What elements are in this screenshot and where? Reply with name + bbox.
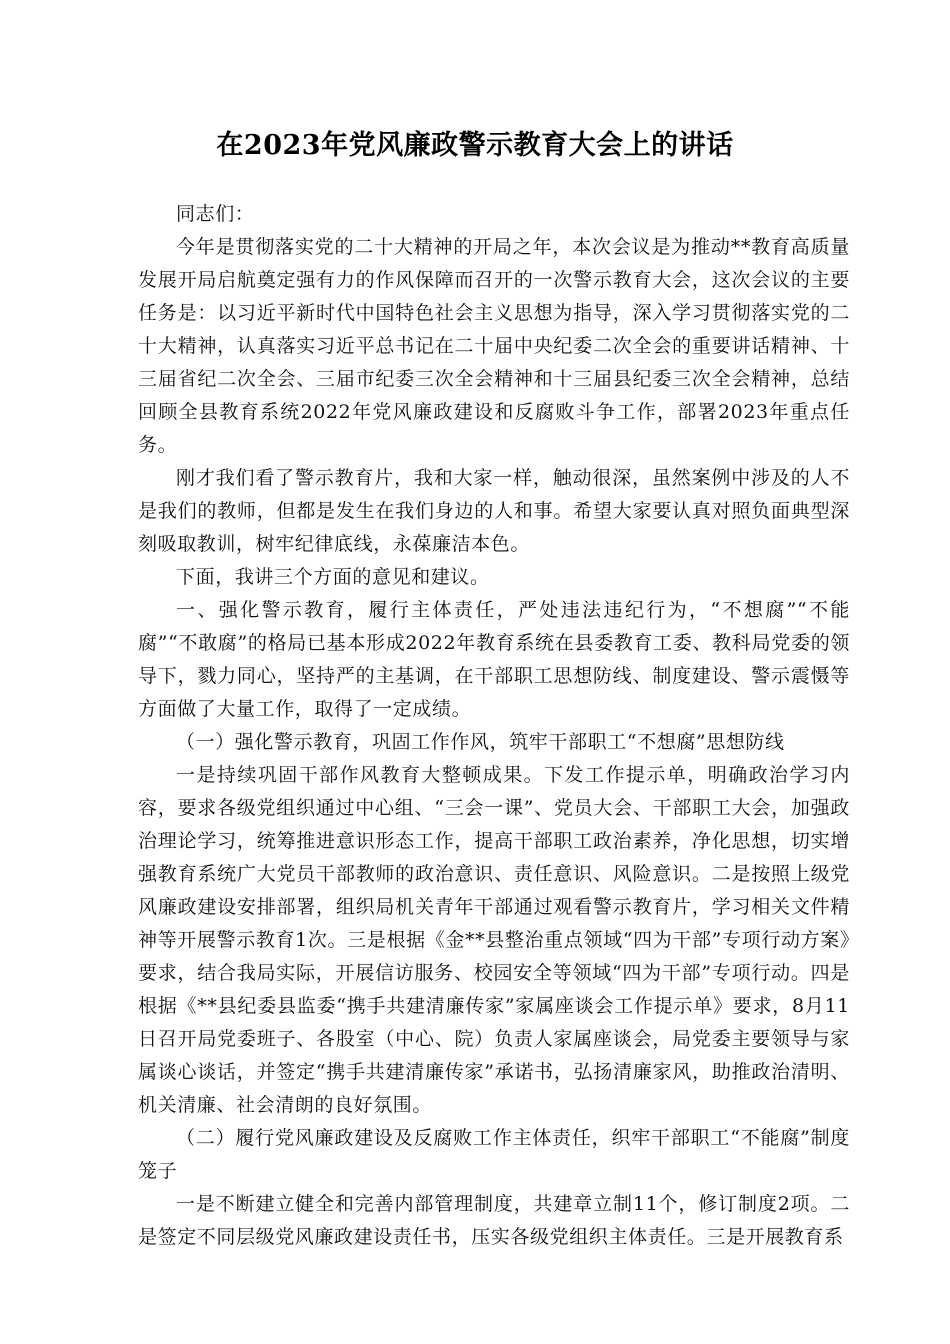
subsection-heading: （二）履行党风廉政建设及反腐败工作主体责任，织牢干部职工“不能腐”制度笼子 (138, 1127, 850, 1182)
subsection-heading: （一）强化警示教育，巩固工作作风，筑牢干部职工“不想腐”思想防线 (176, 731, 785, 753)
body-paragraph: 一是不断建立健全和完善内部管理制度，共建章立制11个，修订制度2项。二是签定不同层级党风廉政建设责任书，压实各级党组织主体责任。三是开展教育系 (138, 1193, 850, 1248)
salutation-paragraph: 同志们： (176, 203, 255, 225)
body-paragraph: 一是持续巩固干部作风教育大整顿成果。下发工作提示单，明确政治学习内容，要求各级党组织通过中心组、“三会一课”、党员大会、干部职工大会，加强政治理论学习，统筹推进意识形态工作，提高干部职工政治素养，净化思想，切实增强教育系统广大党员干部教师的政治意识、责任意识、风险意识。二是按照上级党风廉政建设安排部署，组织局机关青年干部通过观看警示教育片，学习相关文件精神等开展警示教育1次。三是根据《金**县整治重点领域“四为干部”专项行动方案》要求，结合我局实际，开展信访服务、校园安全等领域“四为干部”专项行动。四是根据《**县纪委县监委“携手共建清廉传家”家属座谈会工作提示单》要求，8月11日召开局党委班子、各股室（中心、院）负责人家属座谈会，局党委主要领导与家属谈心谈话，并签定“携手共建清廉传家”承诺书，弘扬清廉家风，助推政治清明、机关清廉、社会清朗的良好氛围。 (138, 764, 850, 1116)
document-title: 在2023年党风廉政警示教育大会上的讲话 (216, 130, 734, 161)
document-body (138, 198, 850, 1254)
body-paragraph: 刚才我们看了警示教育片，我和大家一样，触动很深，虽然案例中涉及的人不是我们的教师，但都是发生在我们身边的人和事。希望大家要认真对照负面典型深刻吸取教训，树牢纪律底线，永葆廉洁本色。 (138, 467, 850, 555)
body-paragraph: 下面，我讲三个方面的意见和建议。 (176, 566, 490, 588)
body-paragraph: 今年是贯彻落实党的二十大精神的开局之年，本次会议是为推动**教育高质量发展开局启航奠定强有力的作风保障而召开的一次警示教育大会，这次会议的主要任务是：以习近平新时代中国特色社会主义思想为指导，深入学习贯彻落实党的二十大精神，认真落实习近平总书记在二十届中央纪委二次全会的重要讲话精神、十三届省纪二次全会、三届市纪委三次全会精神和十三届县纪委三次全会精神，总结回顾全县教育系统2022年党风廉政建设和反腐败斗争工作，部署2023年重点任务。 (138, 236, 850, 456)
section-heading-paragraph: 一、强化警示教育，履行主体责任，严处违法违纪行为，“不想腐”“不能腐”“不敢腐”的格局已基本形成2022年教育系统在县委教育工委、教科局党委的领导下，戮力同心，坚持严的主基调，在干部职工思想防线、制度建设、警示震慑等方面做了大量工作，取得了一定成绩。 (138, 599, 850, 720)
